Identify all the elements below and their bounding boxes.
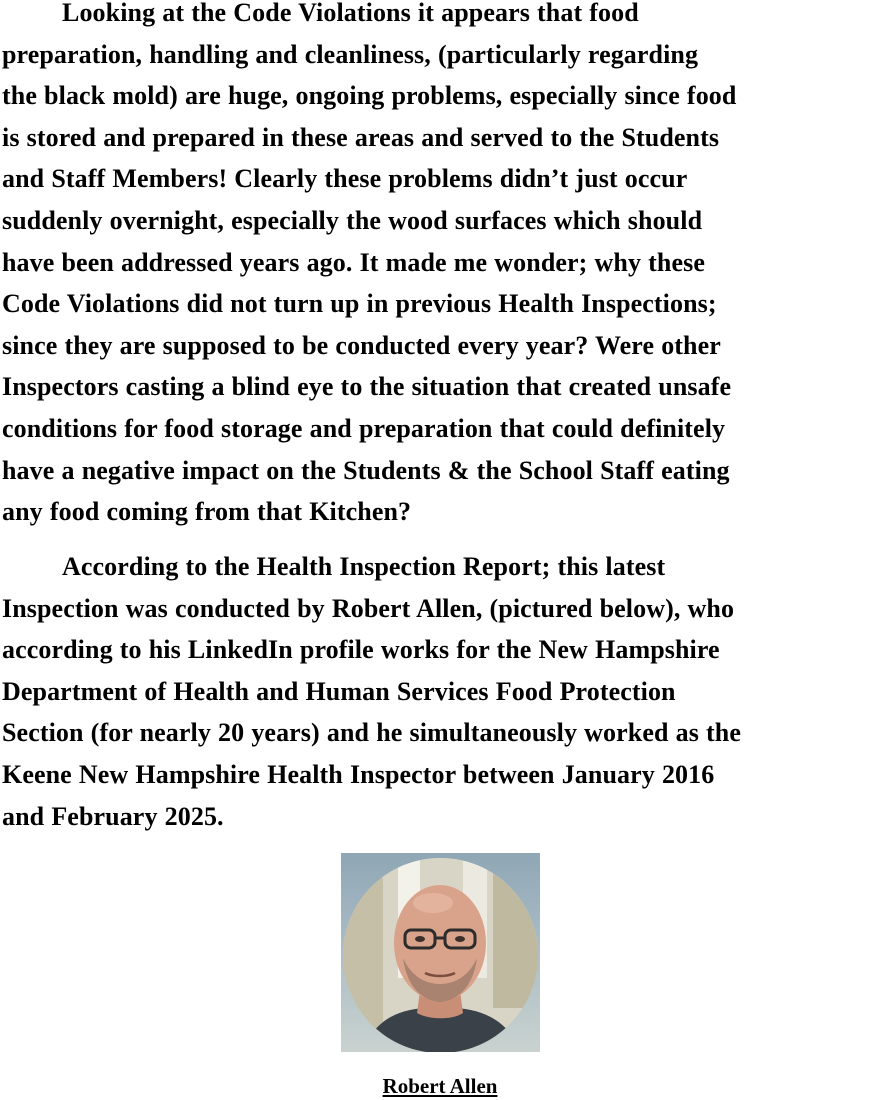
text-line: Inspectors casting a blind eye to the situation that created unsafe xyxy=(2,372,732,402)
text-line: the black mold) are huge, ongoing problems, especially since food xyxy=(2,81,737,111)
text-line: Looking at the Code Violations it appears that food xyxy=(62,0,639,27)
text-line: suddenly overnight, especially the wood surfaces which should xyxy=(2,205,703,235)
text-line: have been addressed years ago. It made me wonder; why these xyxy=(2,247,705,277)
text-line: Code Violations did not turn up in previous Health Inspections; xyxy=(2,289,717,319)
text-line: and Staff Members! Clearly these problems didn’t just occur xyxy=(2,164,688,194)
text-line: since they are supposed to be conducted every year? Were other xyxy=(2,330,721,360)
text-line: have a negative impact on the Students & the School Staff eating xyxy=(2,455,730,485)
text-line: according to his LinkedIn profile works for the New Hampshire xyxy=(2,635,720,665)
text-line: Inspection was conducted by Robert Allen, (pictured below), who xyxy=(2,593,735,623)
text-line: is stored and prepared in these areas and served to the Students xyxy=(2,122,720,152)
paragraph-code-violations xyxy=(2,0,880,533)
text-line: Department of Health and Human Services Food Protection xyxy=(2,676,676,706)
portrait-photo xyxy=(341,853,540,1052)
text-line: preparation, handling and cleanliness, (particularly regarding xyxy=(2,39,699,69)
text-line: any food coming from that Kitchen? xyxy=(2,497,412,527)
person-portrait-icon xyxy=(343,858,538,1052)
text-line: Section (for nearly 20 years) and he simultaneously worked as the xyxy=(2,718,742,748)
photo-caption: Robert Allen xyxy=(382,1074,498,1098)
text-line: According to the Health Inspection Report; this latest xyxy=(62,552,666,581)
paragraph-inspection-report xyxy=(2,546,880,837)
text-line: conditions for food storage and preparation that could definitely xyxy=(2,413,726,443)
text-line: Keene New Hampshire Health Inspector between January 2016 xyxy=(2,759,715,789)
portrait-circle xyxy=(343,858,538,1052)
text-line: and February 2025. xyxy=(2,801,224,831)
